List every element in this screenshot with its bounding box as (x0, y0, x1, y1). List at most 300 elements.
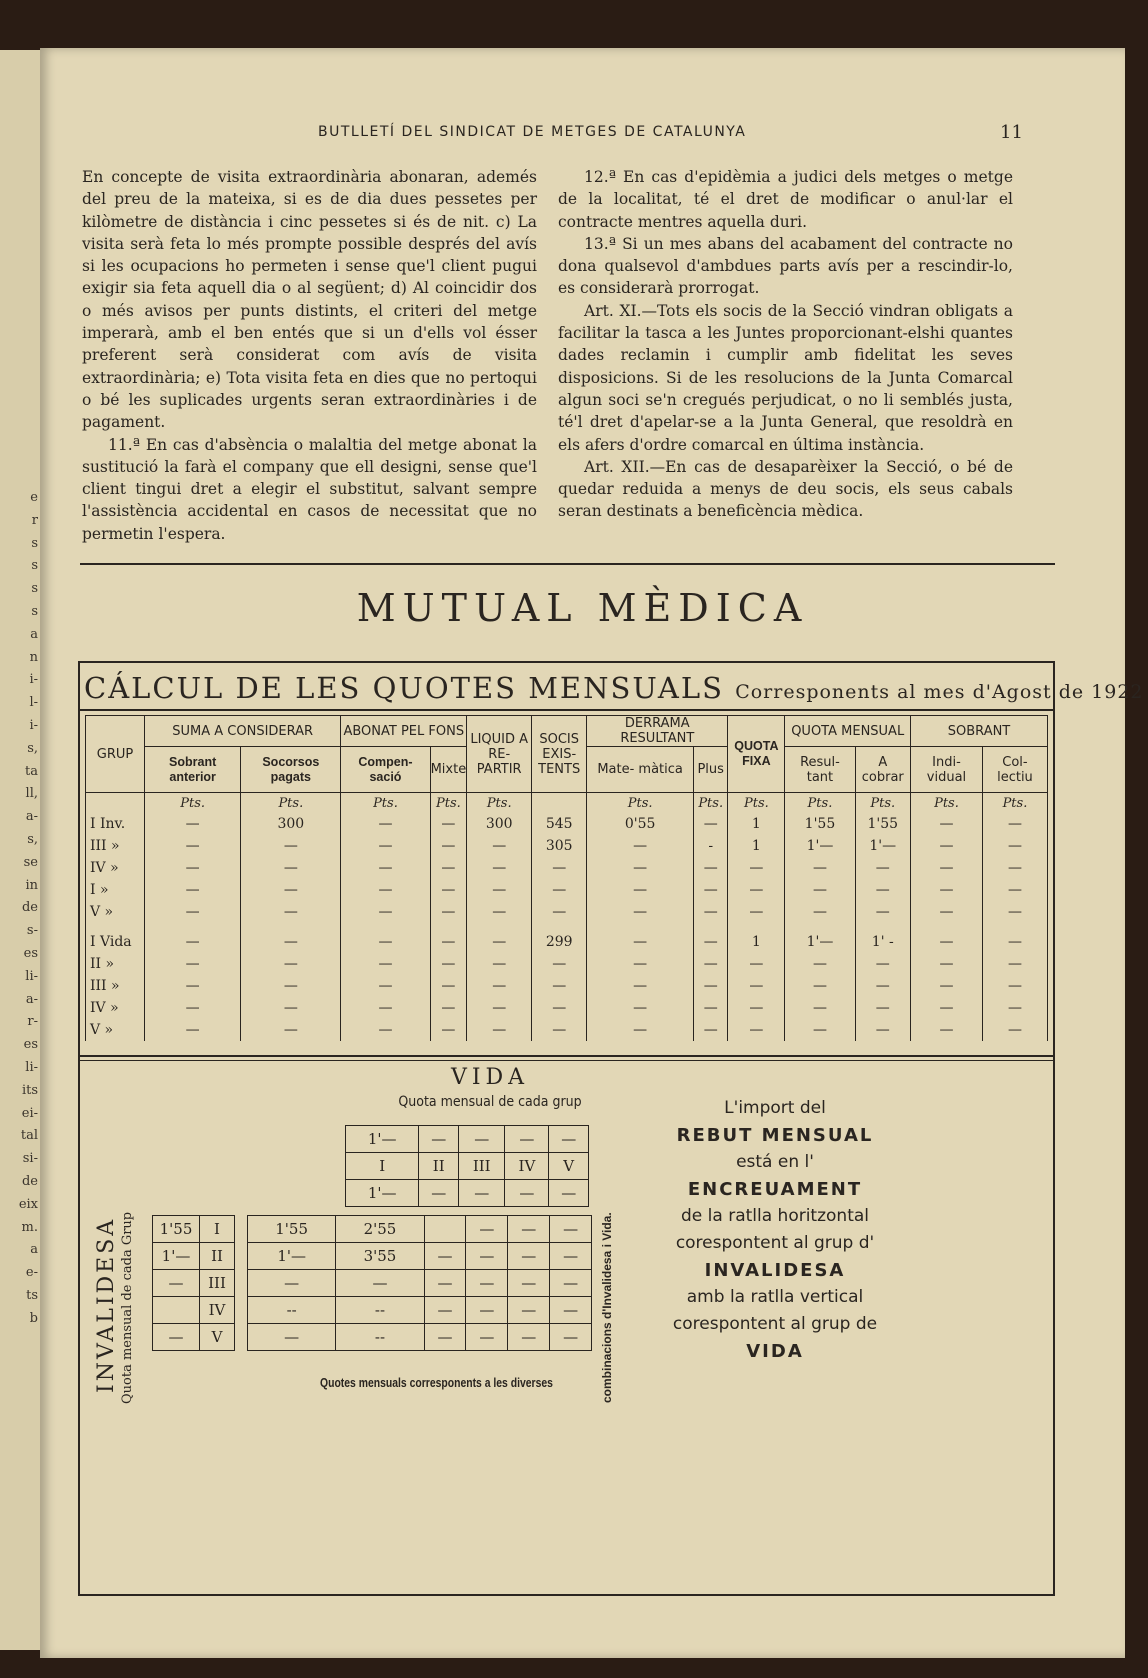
table-cell: 300 (467, 813, 532, 835)
table-cell: — (145, 997, 241, 1019)
unit-cell (532, 793, 587, 814)
col-plus: Plus (694, 747, 728, 793)
paragraph: 13.ª Si un mes abans del acabament del contracte no dona qualsevol d'ambdues parts avís per a rescindir-lo, es considerarà prorrogat. (558, 234, 1013, 298)
table-cell: — (587, 1019, 694, 1041)
spacer-cell (241, 923, 341, 931)
combination-cell: — (508, 1270, 550, 1297)
group-label: IV » (86, 997, 145, 1019)
table-cell: — (145, 879, 241, 901)
unit-cell: Pts. (855, 793, 911, 814)
table-cell: — (694, 931, 728, 953)
table-cell: — (982, 901, 1047, 923)
table-cell: — (911, 857, 983, 879)
invalidesa-grid (152, 1215, 592, 1351)
margin-fragment: i- (29, 672, 38, 688)
combination-cell (424, 1216, 466, 1243)
margin-fragment: s (31, 604, 38, 619)
group-label: V » (86, 901, 145, 923)
combination-cell: — (508, 1297, 550, 1324)
vida-cell: — (458, 1180, 504, 1207)
margin-fragment: i- (29, 718, 38, 733)
table-cell: — (694, 1019, 728, 1041)
table-cell: — (341, 835, 430, 857)
note-line: VIDA (746, 1341, 804, 1362)
table-cell: — (982, 879, 1047, 901)
spacer-cell (86, 923, 145, 931)
col-individual: Indi- vidual (911, 747, 983, 793)
margin-fragment: s, (27, 832, 38, 847)
vida-cell: — (505, 1126, 549, 1153)
spacer-cell (145, 923, 241, 931)
table-cell: — (341, 1019, 430, 1041)
table-cell: — (982, 997, 1047, 1019)
col-grup: GRUP (86, 716, 145, 793)
page-header (40, 124, 1125, 148)
table-cell: — (341, 975, 430, 997)
combination-cell: — (424, 1243, 466, 1270)
page (40, 48, 1144, 1658)
col-socis: SOCIS EXIS- TENTS (532, 716, 587, 793)
table-cell: — (467, 931, 532, 953)
table-cell: — (855, 997, 911, 1019)
table-cell: — (241, 953, 341, 975)
table-cell: - (694, 835, 728, 857)
note-line: ENCREUAMENT (687, 1179, 863, 1200)
spacer-row (86, 923, 1048, 931)
table-cell: — (982, 975, 1047, 997)
table-cell: 1'— (785, 931, 855, 953)
margin-fragment: li- (25, 968, 38, 984)
margin-fragment: e- (25, 1265, 38, 1281)
spacer-cell (532, 923, 587, 931)
table-cell: — (341, 857, 430, 879)
col-resultant: Resul- tant (785, 747, 855, 793)
table-cell: — (982, 953, 1047, 975)
table-cell: 1'— (785, 835, 855, 857)
margin-fragment: ta (25, 763, 38, 779)
col-matematica: Mate- màtica (587, 747, 694, 793)
table-cell: — (587, 953, 694, 975)
grid-spacer (235, 1243, 248, 1270)
vida-cell: — (458, 1126, 504, 1153)
margin-fragment: s- (26, 923, 38, 939)
spacer-cell (694, 923, 728, 931)
combination-cell: — (508, 1243, 550, 1270)
table-cell: — (694, 953, 728, 975)
table-cell: — (587, 975, 694, 997)
invalidesa-group: II (200, 1243, 235, 1270)
note-line: INVALIDESA (704, 1260, 846, 1281)
group-label: III » (86, 975, 145, 997)
unit-cell: Pts. (982, 793, 1047, 814)
spacer-cell (728, 923, 785, 931)
margin-fragment: a- (25, 809, 38, 825)
vida-cell: — (549, 1180, 589, 1207)
combination-cell: — (466, 1216, 508, 1243)
table-cell: — (785, 901, 855, 923)
invalidesa-row (153, 1297, 592, 1324)
table-cell: — (587, 879, 694, 901)
margin-fragment: l- (29, 695, 38, 711)
invalidesa-group: IV (200, 1297, 235, 1324)
table-row (86, 857, 1048, 879)
invalidesa-quota: — (153, 1324, 200, 1351)
table-cell: — (430, 975, 467, 997)
table-cell: — (587, 997, 694, 1019)
table-cell: — (694, 813, 728, 835)
combination-cell: — (336, 1270, 424, 1297)
col-mixte: Mixte (430, 747, 467, 793)
table-cell: 1'— (855, 835, 911, 857)
table-cell: — (982, 1019, 1047, 1041)
table-cell: — (467, 1019, 532, 1041)
table-cell: — (341, 997, 430, 1019)
table-cell: — (855, 1019, 911, 1041)
grid-spacer (235, 1270, 248, 1297)
table-cell: — (145, 835, 241, 857)
table-cell: — (532, 997, 587, 1019)
paragraph: En concepte de visita extraordinària abonaran, ademés del preu de la mateixa, si es de dia dues pessetes per kilòmetre de distància i cinc pessetes si és de nit. c) La visita serà feta lo més prompte possible després del avís si les ocupacions ho permeten i sense que'l client pugui exigir sia feta aquell dia o al següent; d) Al coincidir dos o més avisos per punts distints, el criteri del metge imperarà, amb el ben entés que si un d'ells vol ésser preferent serà considerat com avís de visita extraordinària; e) Tota visita feta en dies que no pertoqui o bé les suplicades urgents seran extraordinàries i de pagament. (82, 168, 537, 432)
table-cell: — (145, 813, 241, 835)
table-row (86, 835, 1048, 857)
combination-cell: — (508, 1216, 550, 1243)
unit-cell: Pts. (785, 793, 855, 814)
margin-fragment: r (31, 512, 38, 528)
group-label: I » (86, 879, 145, 901)
divider (80, 563, 1055, 565)
unit-cell (86, 793, 145, 814)
quota-table-body (86, 813, 1048, 1041)
table-cell: — (532, 901, 587, 923)
invalidesa-group: I (200, 1216, 235, 1243)
calc-title-main: CÁLCUL DE LES QUOTES MENSUALS (84, 671, 724, 705)
vida-group: I (346, 1153, 419, 1180)
table-cell: — (911, 975, 983, 997)
note-line: está en l' (736, 1152, 814, 1172)
table-cell: — (855, 953, 911, 975)
table-cell: 300 (241, 813, 341, 835)
margin-fragment: si- (22, 1151, 38, 1167)
invalidesa-quota: 1'— (153, 1243, 200, 1270)
margin-fragment: s (31, 535, 38, 551)
table-cell: — (855, 879, 911, 901)
table-cell: — (911, 835, 983, 857)
combination-cell: 1'55 (248, 1216, 336, 1243)
combination-cell: — (248, 1324, 336, 1351)
note-line: L'import del (724, 1098, 826, 1118)
group-label: IV » (86, 857, 145, 879)
vida-group: IV (505, 1153, 549, 1180)
table-cell: — (341, 879, 430, 901)
table-cell: — (145, 931, 241, 953)
calc-subtitle: Corresponents al mes d'Agost de 1922 (735, 681, 1144, 703)
table-cell: — (467, 857, 532, 879)
invalidesa-sublabel: Quota mensual de cada Grup (120, 1211, 135, 1405)
col-quota-mensual: QUOTA MENSUAL (785, 716, 911, 747)
table-cell: — (467, 953, 532, 975)
vida-group: V (549, 1153, 589, 1180)
col-liquid: LIQUID A RE- PARTIR (467, 716, 532, 793)
combination-cell: — (424, 1324, 466, 1351)
combination-cell: — (508, 1324, 550, 1351)
margin-fragment: tal (20, 1128, 38, 1144)
invalidesa-row (153, 1243, 592, 1270)
table-cell: 545 (532, 813, 587, 835)
table-cell: — (911, 901, 983, 923)
table-cell: 1 (728, 835, 785, 857)
col-quota-fixa: QUOTA FIXA (728, 716, 785, 793)
invalidesa-quota: 1'55 (153, 1216, 200, 1243)
col-suma: SUMA A CONSIDERAR (145, 716, 341, 747)
table-cell: — (430, 953, 467, 975)
note-line: de la ratlla horitzontal (681, 1206, 869, 1226)
table-cell: — (241, 879, 341, 901)
combination-cell: — (550, 1216, 592, 1243)
table-cell: — (911, 931, 983, 953)
table-cell: — (785, 1019, 855, 1041)
right-column (558, 166, 1013, 523)
table-row (86, 879, 1048, 901)
table-cell: — (587, 901, 694, 923)
margin-fragment: se (23, 854, 38, 870)
table-cell: — (728, 857, 785, 879)
table-cell: — (785, 975, 855, 997)
table-cell: — (785, 879, 855, 901)
table-cell: — (241, 997, 341, 1019)
margin-fragment: m. (21, 1219, 38, 1235)
title-rule (80, 709, 1053, 711)
margin-fragment: a- (25, 991, 38, 1007)
table-cell: — (341, 953, 430, 975)
note-line: amb la ratlla vertical (686, 1287, 864, 1307)
combination-cell: 3'55 (336, 1243, 424, 1270)
margin-fragment: ts (26, 1288, 38, 1303)
vida-top-quota-row (346, 1126, 589, 1153)
table-cell: — (241, 901, 341, 923)
table-cell: — (982, 835, 1047, 857)
table-cell: — (241, 975, 341, 997)
grid-spacer (235, 1216, 248, 1243)
table-cell: 0'55 (587, 813, 694, 835)
page-number: 11 (1000, 122, 1023, 143)
invalidesa-group: V (200, 1324, 235, 1351)
combination-cell: — (466, 1270, 508, 1297)
margin-fragment: a (30, 626, 38, 642)
paragraph: Art. XI.—Tots els socis de la Secció vindran obligats a facilitar la tasca a les Juntes proporcionant-elshi quantes dades reclamin i cumplir amb fidelitat les seves disposicions. Si de les resolucions de la Junta Comarcal algun soci se'n cregués perjudicat, o no li semblés justa, té'l dret d'apelar-se a la Junta General, que resoldrà en els afers d'ordre comarcal en última instància. (558, 301, 1013, 454)
margin-fragment: its (21, 1082, 38, 1098)
group-label: III » (86, 835, 145, 857)
paragraph: 12.ª En cas d'epidèmia a judici dels metges o metge de la localitat, té el dret de modificar o anul·lar el contracte mentres aquella duri. (558, 168, 1013, 231)
note-line: REBUT MENSUAL (676, 1125, 874, 1146)
table-cell: — (694, 879, 728, 901)
spacer-cell (982, 923, 1047, 931)
table-cell: — (430, 857, 467, 879)
table-cell: — (694, 997, 728, 1019)
spacer-cell (855, 923, 911, 931)
vida-second-quota-row (346, 1180, 589, 1207)
margin-fragment: b (29, 1310, 38, 1326)
table-cell: — (532, 975, 587, 997)
col-a-cobrar: A cobrar (855, 747, 911, 793)
table-cell: — (467, 879, 532, 901)
margin-fragment: de (21, 1174, 38, 1189)
margin-fragment: in (25, 877, 38, 893)
margin-fragment: a (30, 1242, 38, 1258)
table-cell: — (241, 835, 341, 857)
table-cell: — (532, 857, 587, 879)
margin-fragment: s (31, 581, 38, 597)
facing-page-edge (0, 50, 42, 1650)
units-row (86, 793, 1048, 814)
grid-spacer (235, 1324, 248, 1351)
table-cell: — (145, 1019, 241, 1041)
table-cell: — (728, 953, 785, 975)
col-compensacio: Compen- sació (341, 747, 430, 793)
col-socorsos: Socorsos pagats (241, 747, 341, 793)
table-cell: — (728, 901, 785, 923)
vida-grid (345, 1125, 589, 1207)
invalidesa-quota: — (153, 1270, 200, 1297)
spacer-cell (911, 923, 983, 931)
paragraph: 11.ª En cas d'absència o malaltia del metge abonat la sustitució la farà el company que ell designi, sense que'l client tingui dret a elegir el substitut, salvant sempre l'assistència accidental en casos de necessitat que no permetin l'espera. (82, 435, 537, 543)
combination-cell: 1'— (248, 1243, 336, 1270)
table-row (86, 1019, 1048, 1041)
table-cell: — (145, 975, 241, 997)
table-cell: 1'55 (855, 813, 911, 835)
table-cell: — (467, 901, 532, 923)
vida-group: III (458, 1153, 504, 1180)
table-cell: — (911, 879, 983, 901)
unit-cell: Pts. (430, 793, 467, 814)
table-cell: — (694, 975, 728, 997)
table-cell: — (785, 857, 855, 879)
spacer-cell (467, 923, 532, 931)
vida-title: VIDA (450, 1065, 530, 1090)
section-title: MUTUAL MÈDICA (356, 586, 809, 630)
unit-cell: Pts. (694, 793, 728, 814)
unit-cell: Pts. (911, 793, 983, 814)
table-cell: — (430, 1019, 467, 1041)
table-cell: — (982, 857, 1047, 879)
table-cell: — (911, 997, 983, 1019)
col-sobrant-anterior: Sobrant anterior (145, 747, 241, 793)
margin-fragment: es (23, 1037, 38, 1053)
table-cell: — (587, 857, 694, 879)
instruction-note (655, 1095, 895, 1365)
table-cell: — (728, 879, 785, 901)
table-cell: — (982, 931, 1047, 953)
table-bottom-rule-thin (80, 1060, 1053, 1061)
vida-group: II (419, 1153, 459, 1180)
table-row (86, 975, 1048, 997)
margin-fragment: ei- (21, 1105, 38, 1121)
col-abonat: ABONAT PEL FONS (341, 716, 467, 747)
combination-cell: -- (248, 1297, 336, 1324)
table-cell: — (341, 813, 430, 835)
combination-cell: — (466, 1297, 508, 1324)
vida-cell: — (419, 1126, 459, 1153)
table-cell: 1 (728, 931, 785, 953)
unit-cell: Pts. (241, 793, 341, 814)
vida-subtitle: Quota mensual de cada grup (398, 1094, 582, 1110)
table-cell: — (694, 901, 728, 923)
table-row (86, 997, 1048, 1019)
quota-frame (78, 661, 1144, 1596)
table-cell: — (855, 901, 911, 923)
table-cell: 1 (728, 813, 785, 835)
spacer-cell (341, 923, 430, 931)
unit-cell: Pts. (587, 793, 694, 814)
margin-fragment: r- (27, 1014, 38, 1030)
unit-cell: Pts. (467, 793, 532, 814)
table-cell: — (728, 975, 785, 997)
combination-cell: — (248, 1270, 336, 1297)
table-cell: — (341, 901, 430, 923)
note-line: corespontent al grup d' (675, 1233, 875, 1253)
table-cell: — (982, 813, 1047, 835)
table-bottom-rule (80, 1055, 1053, 1057)
combinations-bottom-label: Quotes mensuals corresponents a les diverses (320, 1375, 553, 1390)
margin-fragment: ll, (25, 786, 38, 802)
table-cell: 1' - (855, 931, 911, 953)
margin-fragment: es (23, 946, 38, 961)
vida-groups-row (346, 1153, 589, 1180)
table-cell: — (145, 857, 241, 879)
margin-fragment: s, (27, 740, 38, 756)
table-cell: — (911, 813, 983, 835)
margin-fragment: de (21, 900, 38, 916)
combination-cell: 2'55 (336, 1216, 424, 1243)
unit-cell: Pts. (728, 793, 785, 814)
combination-cell: — (466, 1243, 508, 1270)
table-cell: — (785, 997, 855, 1019)
table-cell: — (430, 931, 467, 953)
table-cell: — (430, 901, 467, 923)
table-cell: — (467, 997, 532, 1019)
spacer-cell (430, 923, 467, 931)
table-cell: 1'55 (785, 813, 855, 835)
invalidesa-label: INVALIDESA (94, 1216, 119, 1393)
table-cell: — (728, 1019, 785, 1041)
table-cell: — (430, 813, 467, 835)
table-cell: — (241, 857, 341, 879)
table-row (86, 953, 1048, 975)
spacer-cell (587, 923, 694, 931)
table-cell: — (911, 1019, 983, 1041)
combination-cell: — (424, 1270, 466, 1297)
table-cell: — (728, 997, 785, 1019)
combination-cell: — (550, 1324, 592, 1351)
group-label: V » (86, 1019, 145, 1041)
table-cell: — (785, 953, 855, 975)
combination-cell: -- (336, 1297, 424, 1324)
combination-cell: — (424, 1297, 466, 1324)
table-cell: — (694, 857, 728, 879)
unit-cell: Pts. (145, 793, 241, 814)
vida-cell: — (419, 1180, 459, 1207)
table-row (86, 813, 1048, 835)
table-cell: — (467, 835, 532, 857)
table-cell: 299 (532, 931, 587, 953)
table-cell: — (911, 953, 983, 975)
combination-cell: — (550, 1243, 592, 1270)
table-cell: — (145, 901, 241, 923)
col-colectiu: Col- lectiu (982, 747, 1047, 793)
table-cell: — (532, 1019, 587, 1041)
vida-cell: — (549, 1126, 589, 1153)
invalidesa-row (153, 1216, 592, 1243)
table-cell: — (430, 997, 467, 1019)
